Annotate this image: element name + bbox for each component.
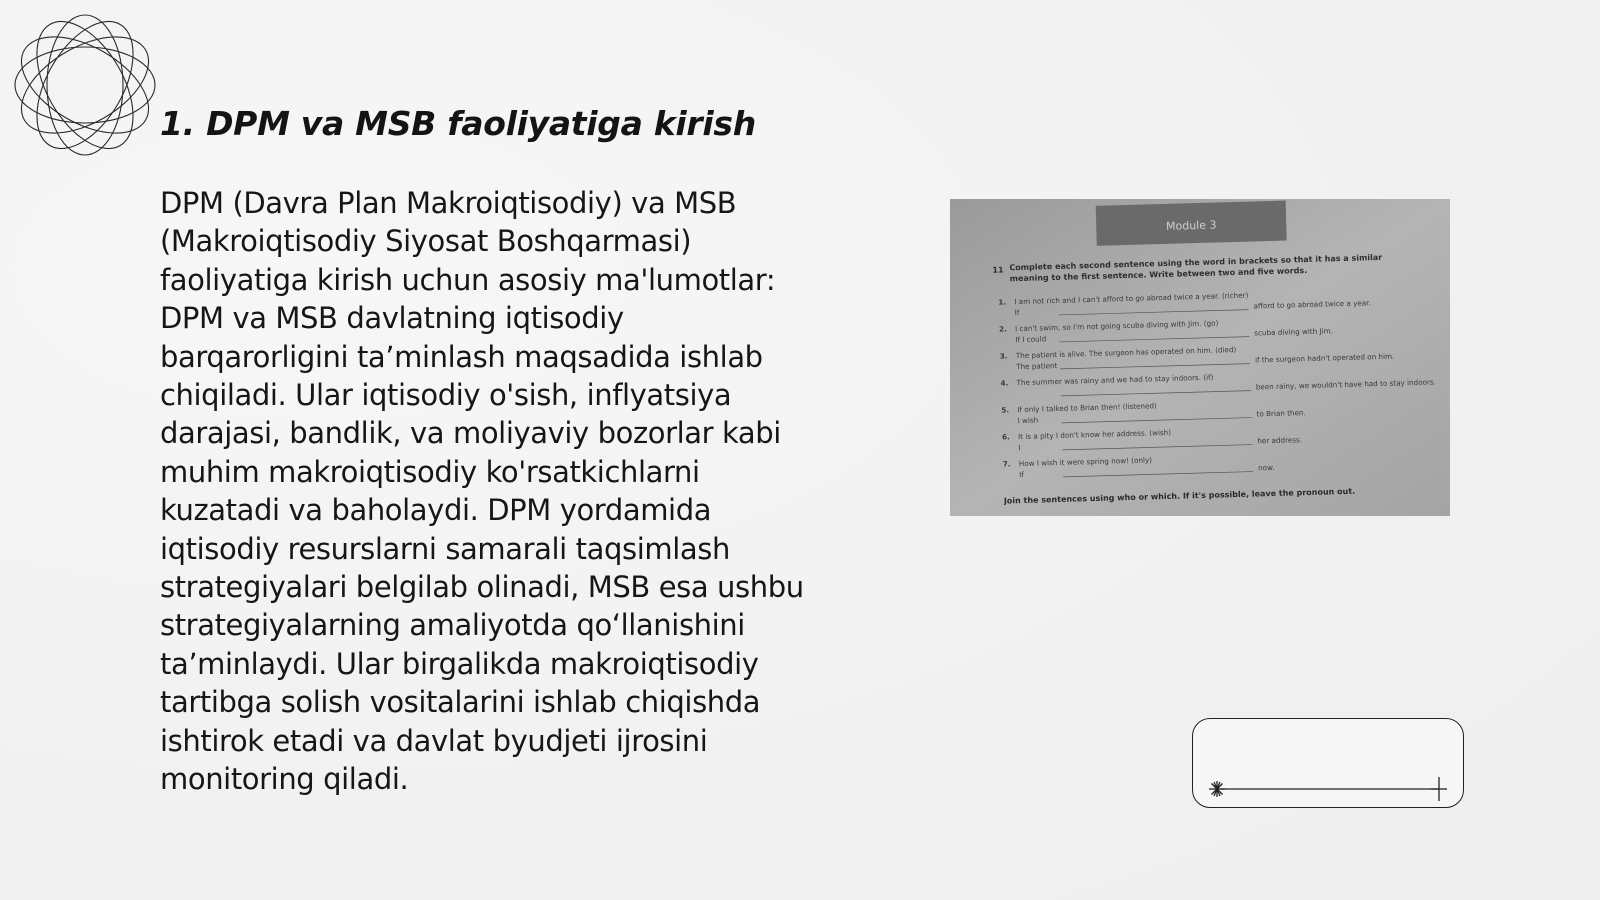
worksheet-item-sentence: The summer was rainy and we had to stay indoors. (if) (1016, 372, 1214, 388)
worksheet-item-end: been rainy, we wouldn't have had to stay indoors. (1255, 377, 1437, 392)
body-paragraph: DPM (Davra Plan Makroiqtisodiy) va MSB (Makroiqtisodiy Siyosat Boshqarmasi) faoliyatiga kirish uchun asosiy ma'lumotlar: DPM va MSB davlatning iqtisodiy barqarorligini ta’minlash maqsadida ishlab chiqiladi. Ular iqtisodiy o'sish, inflyatsiya darajasi, bandlik, va moliyaviy bozorlar kabi muhim makroiqtisodiy ko'rsatkichlarni kuzatadi va baholaydi. DPM yordamida iqtisodiy resurslarni samarali taqsimlash strategiyalari belgilab olinadi, MSB esa ushbu strategiyalarning amaliyotda qo‘llanishini ta’minlaydi. Ular birgalikda makroiqtisodiy tartibga solish vositalarini ishlab chiqishda ishtirok etadi va davlat byudjeti ijrosini monitoring qiladi. (160, 186, 804, 797)
worksheet-item-number: 3. (999, 351, 1008, 361)
worksheet-item-start: I (1018, 443, 1021, 453)
worksheet-item-start: I wish (1017, 415, 1039, 426)
worksheet-item-number: 4. (1000, 378, 1009, 388)
worksheet-item-number: 7. (1002, 459, 1011, 469)
worksheet-item-sentence: I can't swim, so I'm not going scuba diving with Jim. (go) (1014, 318, 1219, 334)
worksheet-item-sentence: If only I talked to Brian then! (listened) (1017, 401, 1157, 415)
worksheet-item-end: afford to go abroad twice a year. (1253, 298, 1371, 311)
worksheet-item-sentence: It is a pity I don't know her address. (wish) (1017, 427, 1172, 442)
exercise-instruction: Complete each second sentence using the word in brackets so that it has a similar meaning to the first sentence. Write between two and five words. (1009, 252, 1383, 284)
callout-box (1192, 718, 1464, 808)
worksheet-item-number: 1. (998, 297, 1007, 307)
worksheet-item-number: 5. (1001, 405, 1010, 415)
worksheet-item-number: 6. (1001, 432, 1010, 442)
worksheet-item-number: 2. (998, 324, 1007, 334)
interlocking-circles-icon (10, 10, 160, 160)
exercise-number: 11 (992, 265, 1004, 275)
worksheet-item-start: If I could (1015, 334, 1047, 345)
worksheet-item-end: to Brian then. (1256, 408, 1306, 419)
worksheet-item-sentence: I am not rich and I can't afford to go abroad twice a year. (richer) (1014, 290, 1249, 307)
worksheet-item-end: if the surgeon hadn't operated on him. (1254, 351, 1395, 365)
worksheet-item-sentence: How I wish it were spring now! (only) (1018, 455, 1153, 469)
exercise-footer: Join the sentences using who or which. If it's possible, leave the pronoun out. (1003, 486, 1356, 506)
worksheet-item-end: her address. (1257, 435, 1303, 446)
worksheet-item-start: If (1014, 308, 1020, 318)
sparkle-icon (1209, 781, 1225, 797)
worksheet-photo (950, 199, 1450, 516)
worksheet-item-end: now. (1257, 462, 1275, 473)
worksheet-item-start: If (1019, 469, 1024, 480)
crosshair-icon (1431, 777, 1447, 801)
slide-title: 1. DPM va MSB faoliyatiga kirish (160, 104, 756, 143)
module-heading: Module 3 (1165, 218, 1217, 233)
worksheet-item-end: scuba diving with Jim. (1254, 326, 1334, 338)
worksheet-item-sentence: The patient is alive. The surgeon has operated on him. (died) (1015, 344, 1237, 361)
worksheet-item-start: The patient (1016, 360, 1058, 372)
